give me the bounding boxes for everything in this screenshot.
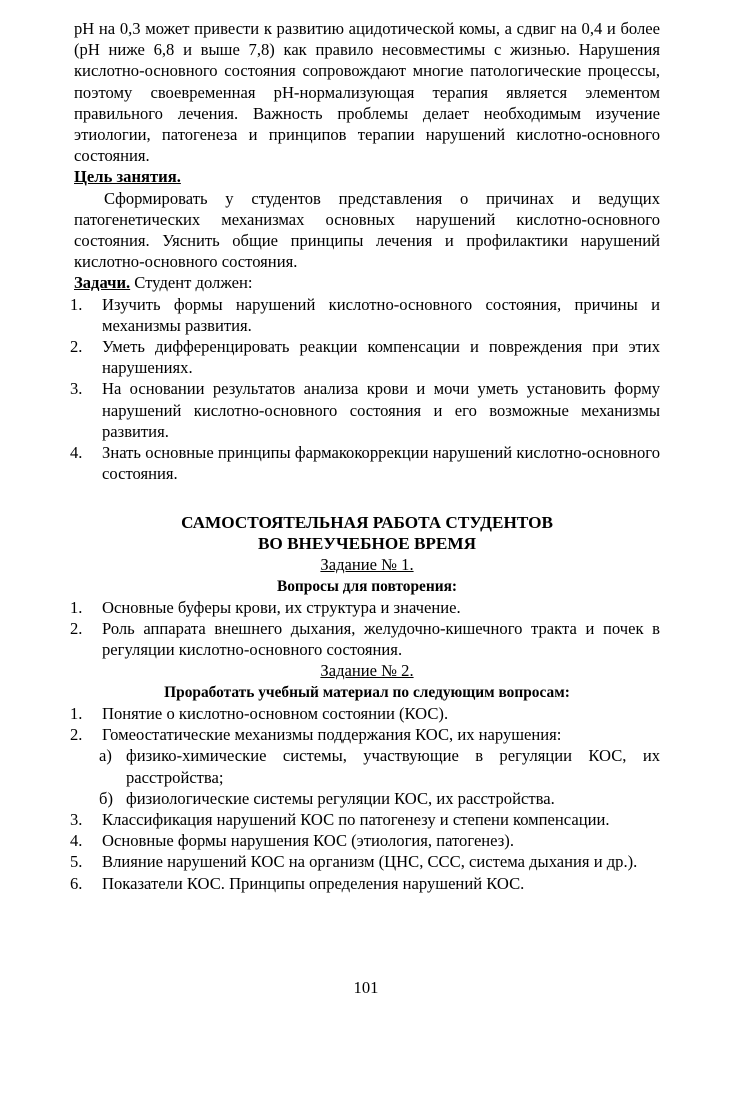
list-number: 4. [70, 443, 83, 463]
sublist-container [74, 745, 660, 809]
tasks-list [70, 294, 660, 485]
list-number: 3. [70, 809, 83, 829]
list-text: Показатели КОС. Принципы определения нарушений КОС. [102, 873, 525, 893]
goal-heading [74, 166, 660, 187]
list-number: 5. [70, 852, 83, 872]
list-item [70, 873, 660, 894]
list-item [70, 724, 660, 745]
tasks-heading-label: Задачи. [74, 273, 131, 293]
section-title [74, 512, 660, 554]
goal-text: Сформировать у студентов представления о причинах и ведущих патогенетических механизмах основных нарушений кислотно-основного состояния. Уяснить общие принципы лечения и профилактики нарушений кислотно-основного состояния. [74, 188, 660, 272]
list-number: 1. [70, 703, 83, 723]
task1-title: Задание № 1. [320, 555, 414, 575]
list-number: 4. [70, 831, 83, 851]
goal-heading-label: Цель занятия. [74, 167, 181, 187]
list-number: 2. [70, 337, 83, 357]
page-number: 101 [353, 978, 379, 997]
sublist-text: физиологические системы регуляции КОС, их расстройства. [126, 788, 555, 808]
list-number: 1. [70, 597, 83, 617]
list-text: Классификация нарушений КОС по патогенезу и степени компенсации. [102, 809, 610, 829]
task2-subtitle: Проработать учебный материал по следующим вопросам: [164, 683, 570, 701]
sublist-text: физико-химические системы, участвующие в регуляции КОС, их расстройства; [126, 746, 660, 787]
list-item [70, 336, 660, 378]
list-text: Изучить формы нарушений кислотно-основного состояния, причины и механизмы развития. [102, 294, 660, 335]
list-text: Уметь дифференцировать реакции компенсации и повреждения при этих нарушениях. [102, 337, 660, 378]
task2-list [70, 703, 660, 894]
list-number: 6. [70, 873, 83, 893]
list-text: Роль аппарата внешнего дыхания, желудочно-кишечного тракта и почек в регуляции кислотно-основного состояния. [102, 619, 660, 660]
list-text: Основные буферы крови, их структура и значение. [102, 597, 461, 617]
sublist-letter: а) [99, 746, 112, 766]
page-content [70, 18, 660, 894]
task1-subtitle: Вопросы для повторения: [276, 577, 458, 595]
task2-sublist [74, 745, 660, 809]
intro-paragraph: pH на 0,3 может привести к развитию ацидотической комы, а сдвиг на 0,4 и более (pH ниже 6,8 и выше 7,8) как правило несовместимы с жизнью. Нарушения кислотно-основного состояния сопровождают многие патологические процессы, поэтому своевременная pH-нормализующая терапия является элементом правильного лечения. Важность проблемы делает необходимым изучение этиологии, патогенеза и принципов терапии нарушений кислотно-основного состояния. [74, 19, 660, 166]
tasks-heading [74, 272, 660, 293]
list-item [70, 294, 660, 336]
list-number: 3. [70, 379, 83, 399]
sublist-item [74, 745, 660, 787]
task1-list [70, 597, 660, 661]
list-text: Знать основные принципы фармакокоррекции нарушений кислотно-основного состояния. [102, 443, 660, 484]
list-item [70, 809, 660, 830]
list-text: Основные формы нарушения КОС (этиология, патогенез). [102, 831, 514, 851]
list-number: 2. [70, 725, 83, 745]
sublist-letter: б) [99, 788, 113, 808]
list-text: Понятие о кислотно-основном состоянии (КОС). [102, 703, 449, 723]
list-number: 1. [70, 294, 83, 314]
list-item [70, 378, 660, 442]
list-item [70, 597, 660, 618]
list-number: 2. [70, 619, 83, 639]
task2-title: Задание № 2. [320, 661, 414, 681]
tasks-lead: Студент должен: [130, 273, 253, 293]
list-item [70, 703, 660, 724]
section-title-line1: САМОСТОЯТЕЛЬНАЯ РАБОТА СТУДЕНТОВ [181, 513, 553, 533]
list-text: Влияние нарушений КОС на организм (ЦНС, ССС, система дыхания и др.). [102, 852, 638, 872]
list-text: Гомеостатические механизмы поддержания КОС, их нарушения: [102, 725, 562, 745]
list-item [70, 851, 660, 872]
list-text: На основании результатов анализа крови и мочи уметь установить форму нарушений кислотно-основного состояния и его возможные механизмы развития. [102, 379, 660, 441]
section-title-line2: ВО ВНЕУЧЕБНОЕ ВРЕМЯ [257, 534, 477, 554]
list-item [70, 618, 660, 660]
sublist-item [74, 788, 660, 809]
list-item [70, 830, 660, 851]
list-item [70, 442, 660, 484]
